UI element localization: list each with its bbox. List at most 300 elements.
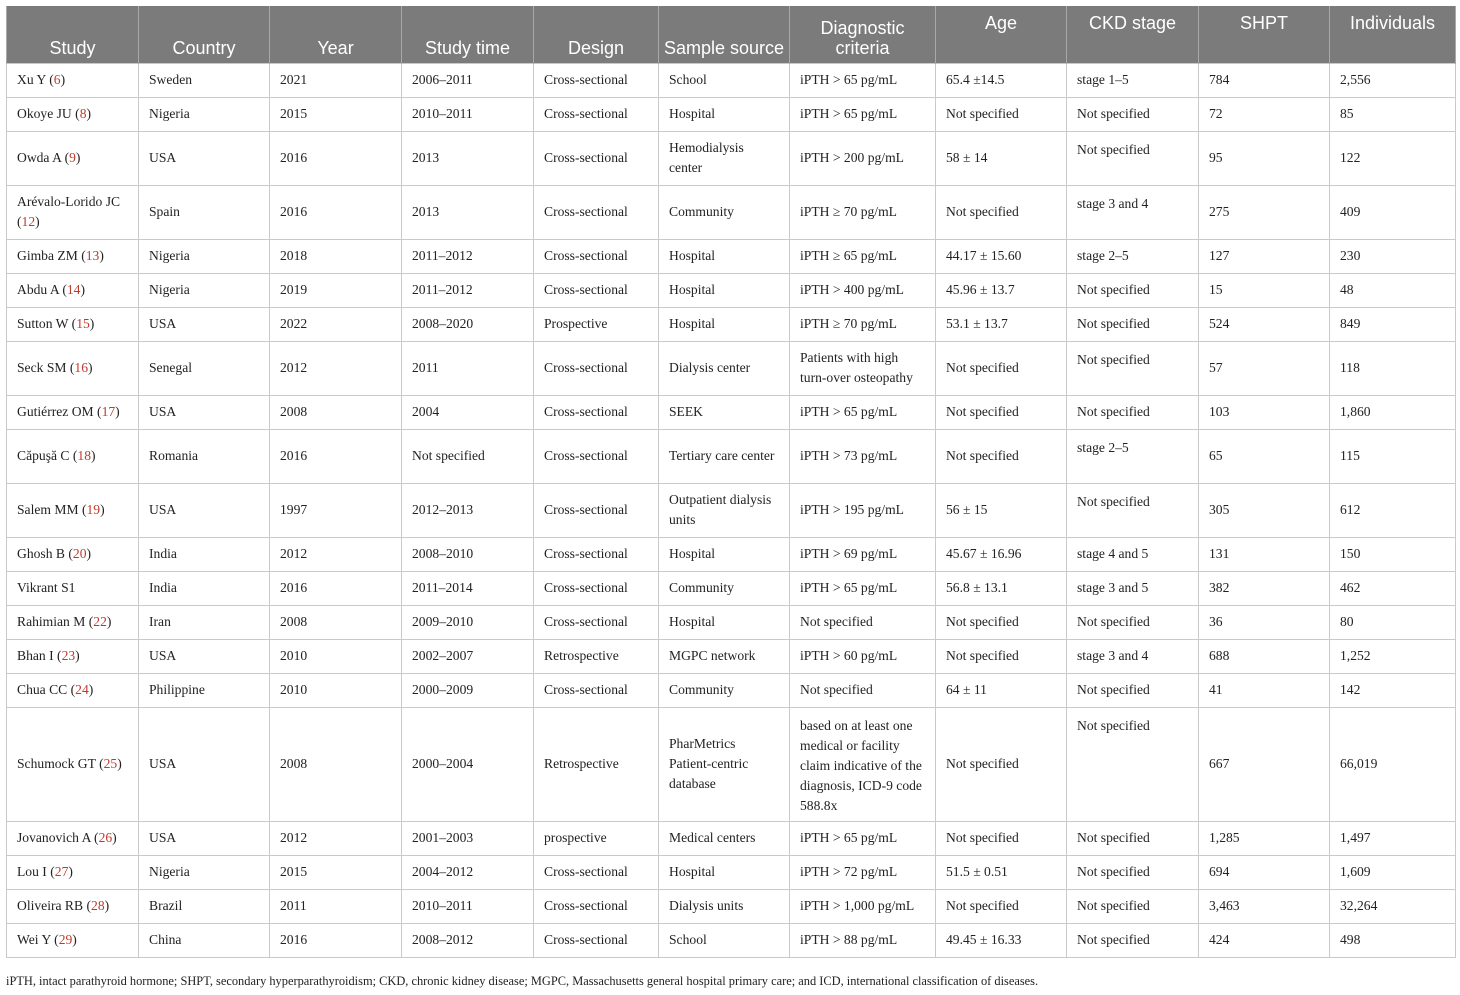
reference-link[interactable]: 19 bbox=[86, 502, 101, 517]
study-cell bbox=[7, 571, 139, 605]
reference-link[interactable]: 16 bbox=[74, 360, 89, 375]
sample-source-cell: PharMetrics Patient-centric database bbox=[659, 707, 790, 821]
ckd-stage-cell: stage 2–5 bbox=[1067, 429, 1199, 483]
country-cell: USA bbox=[139, 395, 270, 429]
study-cell: Gimba ZM (13) bbox=[7, 239, 139, 273]
design-cell: Cross-sectional bbox=[534, 537, 659, 571]
design-cell: Cross-sectional bbox=[534, 63, 659, 97]
individuals-cell: 142 bbox=[1330, 673, 1456, 707]
study-cell: Arévalo-Lorido JC (12) bbox=[7, 185, 139, 239]
ckd-stage-cell: Not specified bbox=[1067, 673, 1199, 707]
study-author: Salem MM bbox=[17, 502, 79, 517]
country-cell: Nigeria bbox=[139, 97, 270, 131]
age-cell: 56 ± 15 bbox=[936, 483, 1067, 537]
reference-link[interactable]: 26 bbox=[98, 830, 113, 845]
country-cell: USA bbox=[139, 821, 270, 855]
table-body bbox=[7, 63, 1456, 957]
age-cell: 58 ± 14 bbox=[936, 131, 1067, 185]
age-cell: 44.17 ± 15.60 bbox=[936, 239, 1067, 273]
table-row bbox=[7, 273, 1456, 307]
sample-source-cell: Community bbox=[659, 571, 790, 605]
table-row bbox=[7, 923, 1456, 957]
ckd-stage-cell: stage 3 and 5 bbox=[1067, 571, 1199, 605]
country-cell: India bbox=[139, 571, 270, 605]
study-author: Căpuşă C bbox=[17, 448, 70, 463]
ckd-stage-cell: Not specified bbox=[1067, 707, 1199, 821]
table-row bbox=[7, 889, 1456, 923]
individuals-cell: 66,019 bbox=[1330, 707, 1456, 821]
year-cell: 2010 bbox=[270, 639, 402, 673]
year-cell: 2015 bbox=[270, 97, 402, 131]
study-time-cell: 2009–2010 bbox=[402, 605, 534, 639]
year-cell: 2019 bbox=[270, 273, 402, 307]
table-row bbox=[7, 673, 1456, 707]
diagnostic-criteria-cell: iPTH > 65 pg/mL bbox=[790, 97, 936, 131]
table-row bbox=[7, 307, 1456, 341]
studies-table bbox=[6, 6, 1456, 958]
individuals-cell: 118 bbox=[1330, 341, 1456, 395]
ckd-stage-cell: stage 3 and 4 bbox=[1067, 185, 1199, 239]
header-design: Design bbox=[534, 6, 659, 63]
study-author: Seck SM bbox=[17, 360, 67, 375]
country-cell: USA bbox=[139, 707, 270, 821]
shpt-cell: 65 bbox=[1199, 429, 1330, 483]
sample-source-cell: Dialysis center bbox=[659, 341, 790, 395]
study-cell: Bhan I (23) bbox=[7, 639, 139, 673]
sample-source-cell: Hemodialysis center bbox=[659, 131, 790, 185]
study-time-cell: 2012–2013 bbox=[402, 483, 534, 537]
diagnostic-criteria-cell: based on at least one medical or facility claim indicative of the diagnosis, ICD-9 code 588.8x bbox=[790, 707, 936, 821]
reference-link[interactable]: 18 bbox=[77, 448, 92, 463]
year-cell: 2015 bbox=[270, 855, 402, 889]
header-year: Year bbox=[270, 6, 402, 63]
country-cell: Brazil bbox=[139, 889, 270, 923]
table-row bbox=[7, 185, 1456, 239]
study-time-cell: 2002–2007 bbox=[402, 639, 534, 673]
table-footnote: iPTH, intact parathyroid hormone; SHPT, secondary hyperparathyroidism; CKD, chronic kidney disease; MGPC, Massachusetts general hospital primary care; and ICD, international classification of diseases. bbox=[6, 974, 1039, 988]
table-row bbox=[7, 395, 1456, 429]
study-cell: Abdu A (14) bbox=[7, 273, 139, 307]
table-row bbox=[7, 429, 1456, 483]
sample-source-cell: Community bbox=[659, 185, 790, 239]
table-row bbox=[7, 63, 1456, 97]
table-header-row bbox=[7, 6, 1456, 63]
shpt-cell: 95 bbox=[1199, 131, 1330, 185]
individuals-cell: 409 bbox=[1330, 185, 1456, 239]
studies-table-container bbox=[6, 6, 1455, 958]
study-cell: Schumock GT (25) bbox=[7, 707, 139, 821]
reference-link[interactable]: 6 bbox=[53, 72, 61, 87]
ckd-stage-cell: stage 4 and 5 bbox=[1067, 537, 1199, 571]
sample-source-cell: Hospital bbox=[659, 307, 790, 341]
shpt-cell: 57 bbox=[1199, 341, 1330, 395]
reference-link[interactable]: 15 bbox=[76, 316, 90, 331]
reference-link[interactable]: 22 bbox=[93, 614, 107, 629]
study-time-cell: 2013 bbox=[402, 131, 534, 185]
table-row bbox=[7, 707, 1456, 821]
design-cell: Cross-sectional bbox=[534, 923, 659, 957]
country-cell: USA bbox=[139, 131, 270, 185]
age-cell: Not specified bbox=[936, 395, 1067, 429]
study-time-cell: 2004 bbox=[402, 395, 534, 429]
year-cell: 2021 bbox=[270, 63, 402, 97]
study-cell: Ghosh B (20) bbox=[7, 537, 139, 571]
sample-source-cell: MGPC network bbox=[659, 639, 790, 673]
age-cell: 45.67 ± 16.96 bbox=[936, 537, 1067, 571]
year-cell: 2008 bbox=[270, 605, 402, 639]
reference-link[interactable]: 8 bbox=[79, 106, 87, 121]
diagnostic-criteria-cell: Patients with high turn-over osteopathy bbox=[790, 341, 936, 395]
country-cell: Spain bbox=[139, 185, 270, 239]
diagnostic-criteria-cell: iPTH > 88 pg/mL bbox=[790, 923, 936, 957]
shpt-cell: 15 bbox=[1199, 273, 1330, 307]
sample-source-cell: SEEK bbox=[659, 395, 790, 429]
table-row bbox=[7, 239, 1456, 273]
study-author: Jovanovich A bbox=[17, 830, 91, 845]
shpt-cell: 524 bbox=[1199, 307, 1330, 341]
sample-source-cell: Hospital bbox=[659, 605, 790, 639]
country-cell: Romania bbox=[139, 429, 270, 483]
study-author: Xu Y bbox=[17, 72, 46, 87]
shpt-cell: 131 bbox=[1199, 537, 1330, 571]
reference-link[interactable]: 17 bbox=[101, 404, 116, 419]
country-cell: Nigeria bbox=[139, 273, 270, 307]
study-cell: Seck SM (16) bbox=[7, 341, 139, 395]
sample-source-cell: Tertiary care center bbox=[659, 429, 790, 483]
country-cell: Iran bbox=[139, 605, 270, 639]
country-cell: USA bbox=[139, 307, 270, 341]
sample-source-cell: Hospital bbox=[659, 239, 790, 273]
year-cell: 2012 bbox=[270, 821, 402, 855]
individuals-cell: 498 bbox=[1330, 923, 1456, 957]
country-cell: Sweden bbox=[139, 63, 270, 97]
individuals-cell: 48 bbox=[1330, 273, 1456, 307]
shpt-cell: 667 bbox=[1199, 707, 1330, 821]
year-cell: 2016 bbox=[270, 923, 402, 957]
table-row bbox=[7, 97, 1456, 131]
study-author: Chua CC bbox=[17, 682, 68, 697]
shpt-cell: 72 bbox=[1199, 97, 1330, 131]
study-cell: Salem MM (19) bbox=[7, 483, 139, 537]
country-cell: China bbox=[139, 923, 270, 957]
diagnostic-criteria-cell: iPTH ≥ 70 pg/mL bbox=[790, 307, 936, 341]
study-author: Schumock GT bbox=[17, 756, 96, 771]
country-cell: Philippine bbox=[139, 673, 270, 707]
shpt-cell: 103 bbox=[1199, 395, 1330, 429]
sample-source-cell: Medical centers bbox=[659, 821, 790, 855]
header-individuals: Individuals bbox=[1330, 6, 1456, 63]
design-cell: Cross-sectional bbox=[534, 429, 659, 483]
design-cell: Cross-sectional bbox=[534, 889, 659, 923]
shpt-cell: 1,285 bbox=[1199, 821, 1330, 855]
diagnostic-criteria-cell: iPTH > 73 pg/mL bbox=[790, 429, 936, 483]
header-shpt: SHPT bbox=[1199, 6, 1330, 63]
reference-link[interactable]: 24 bbox=[75, 682, 89, 697]
study-author: Okoye JU bbox=[17, 106, 72, 121]
study-author: Bhan I bbox=[17, 648, 54, 663]
study-author: Vikrant S1 bbox=[17, 580, 76, 595]
design-cell: Retrospective bbox=[534, 707, 659, 821]
design-cell: Cross-sectional bbox=[534, 605, 659, 639]
table-row bbox=[7, 537, 1456, 571]
diagnostic-criteria-cell: iPTH > 1,000 pg/mL bbox=[790, 889, 936, 923]
diagnostic-criteria-cell: iPTH > 60 pg/mL bbox=[790, 639, 936, 673]
ckd-stage-cell: Not specified bbox=[1067, 97, 1199, 131]
individuals-cell: 849 bbox=[1330, 307, 1456, 341]
country-cell: Nigeria bbox=[139, 239, 270, 273]
year-cell: 2016 bbox=[270, 131, 402, 185]
sample-source-cell: Outpatient dialysis units bbox=[659, 483, 790, 537]
age-cell: 49.45 ± 16.33 bbox=[936, 923, 1067, 957]
table-row bbox=[7, 605, 1456, 639]
year-cell: 2008 bbox=[270, 395, 402, 429]
ckd-stage-cell: Not specified bbox=[1067, 341, 1199, 395]
reference-link[interactable]: 14 bbox=[66, 282, 81, 297]
design-cell: Cross-sectional bbox=[534, 855, 659, 889]
study-time-cell: 2011 bbox=[402, 341, 534, 395]
ckd-stage-cell: Not specified bbox=[1067, 605, 1199, 639]
sample-source-cell: School bbox=[659, 63, 790, 97]
sample-source-cell: Hospital bbox=[659, 537, 790, 571]
study-time-cell: Not specified bbox=[402, 429, 534, 483]
age-cell: Not specified bbox=[936, 889, 1067, 923]
ckd-stage-cell: Not specified bbox=[1067, 923, 1199, 957]
study-cell: Jovanovich A (26) bbox=[7, 821, 139, 855]
table-row bbox=[7, 131, 1456, 185]
study-time-cell: 2010–2011 bbox=[402, 889, 534, 923]
study-author: Arévalo-Lorido JC bbox=[17, 194, 121, 209]
design-cell: Cross-sectional bbox=[534, 395, 659, 429]
ckd-stage-cell: Not specified bbox=[1067, 131, 1199, 185]
study-time-cell: 2011–2012 bbox=[402, 273, 534, 307]
year-cell: 2012 bbox=[270, 537, 402, 571]
age-cell: Not specified bbox=[936, 707, 1067, 821]
individuals-cell: 1,252 bbox=[1330, 639, 1456, 673]
study-cell: Căpuşă C (18) bbox=[7, 429, 139, 483]
header-study-time: Study time bbox=[402, 6, 534, 63]
table-row bbox=[7, 821, 1456, 855]
sample-source-cell: Hospital bbox=[659, 273, 790, 307]
study-time-cell: 2008–2012 bbox=[402, 923, 534, 957]
individuals-cell: 2,556 bbox=[1330, 63, 1456, 97]
study-cell: Oliveira RB (28) bbox=[7, 889, 139, 923]
study-cell: Sutton W (15) bbox=[7, 307, 139, 341]
study-cell: Lou I (27) bbox=[7, 855, 139, 889]
study-author: Gimba ZM bbox=[17, 248, 78, 263]
ckd-stage-cell: Not specified bbox=[1067, 855, 1199, 889]
diagnostic-criteria-cell: iPTH > 69 pg/mL bbox=[790, 537, 936, 571]
study-time-cell: 2008–2010 bbox=[402, 537, 534, 571]
study-cell: Xu Y (6) bbox=[7, 63, 139, 97]
study-time-cell: 2001–2003 bbox=[402, 821, 534, 855]
table-row bbox=[7, 483, 1456, 537]
reference-link[interactable]: 29 bbox=[58, 932, 73, 947]
reference-link[interactable]: 9 bbox=[69, 150, 76, 165]
study-author: Oliveira RB bbox=[17, 898, 84, 913]
study-cell: Owda A (9) bbox=[7, 131, 139, 185]
year-cell: 2008 bbox=[270, 707, 402, 821]
study-time-cell: 2011–2012 bbox=[402, 239, 534, 273]
diagnostic-criteria-cell: iPTH ≥ 70 pg/mL bbox=[790, 185, 936, 239]
individuals-cell: 1,609 bbox=[1330, 855, 1456, 889]
year-cell: 2016 bbox=[270, 185, 402, 239]
diagnostic-criteria-cell: iPTH > 200 pg/mL bbox=[790, 131, 936, 185]
header-sample-source: Sample source bbox=[659, 6, 790, 63]
shpt-cell: 424 bbox=[1199, 923, 1330, 957]
individuals-cell: 150 bbox=[1330, 537, 1456, 571]
year-cell: 2012 bbox=[270, 341, 402, 395]
header-diagnostic-criteria: Diagnostic criteria bbox=[790, 6, 936, 63]
country-cell: USA bbox=[139, 639, 270, 673]
reference-link[interactable]: 27 bbox=[54, 864, 69, 879]
age-cell: Not specified bbox=[936, 821, 1067, 855]
shpt-cell: 382 bbox=[1199, 571, 1330, 605]
individuals-cell: 462 bbox=[1330, 571, 1456, 605]
diagnostic-criteria-cell: iPTH > 195 pg/mL bbox=[790, 483, 936, 537]
design-cell: Cross-sectional bbox=[534, 483, 659, 537]
individuals-cell: 80 bbox=[1330, 605, 1456, 639]
study-time-cell: 2008–2020 bbox=[402, 307, 534, 341]
shpt-cell: 127 bbox=[1199, 239, 1330, 273]
ckd-stage-cell: Not specified bbox=[1067, 483, 1199, 537]
individuals-cell: 1,497 bbox=[1330, 821, 1456, 855]
sample-source-cell: Hospital bbox=[659, 97, 790, 131]
shpt-cell: 41 bbox=[1199, 673, 1330, 707]
age-cell: 45.96 ± 13.7 bbox=[936, 273, 1067, 307]
study-cell: Okoye JU (8) bbox=[7, 97, 139, 131]
design-cell: Cross-sectional bbox=[534, 185, 659, 239]
age-cell: Not specified bbox=[936, 429, 1067, 483]
age-cell: 56.8 ± 13.1 bbox=[936, 571, 1067, 605]
study-cell: Rahimian M (22) bbox=[7, 605, 139, 639]
reference-link[interactable]: 25 bbox=[103, 756, 118, 771]
ckd-stage-cell: stage 2–5 bbox=[1067, 239, 1199, 273]
study-author: Gutiérrez OM bbox=[17, 404, 94, 419]
age-cell: Not specified bbox=[936, 185, 1067, 239]
ckd-stage-cell: Not specified bbox=[1067, 273, 1199, 307]
header-country: Country bbox=[139, 6, 270, 63]
diagnostic-criteria-cell: iPTH > 65 pg/mL bbox=[790, 821, 936, 855]
shpt-cell: 275 bbox=[1199, 185, 1330, 239]
study-author: Ghosh B bbox=[17, 546, 65, 561]
design-cell: Cross-sectional bbox=[534, 341, 659, 395]
diagnostic-criteria-cell: iPTH > 72 pg/mL bbox=[790, 855, 936, 889]
header-ckd-stage: CKD stage bbox=[1067, 6, 1199, 63]
sample-source-cell: Community bbox=[659, 673, 790, 707]
ckd-stage-cell: stage 3 and 4 bbox=[1067, 639, 1199, 673]
study-time-cell: 2000–2009 bbox=[402, 673, 534, 707]
year-cell: 2022 bbox=[270, 307, 402, 341]
design-cell: Cross-sectional bbox=[534, 239, 659, 273]
reference-link[interactable]: 12 bbox=[21, 214, 36, 229]
country-cell: USA bbox=[139, 483, 270, 537]
year-cell: 2011 bbox=[270, 889, 402, 923]
year-cell: 2018 bbox=[270, 239, 402, 273]
header-study: Study bbox=[7, 6, 139, 63]
design-cell: Retrospective bbox=[534, 639, 659, 673]
diagnostic-criteria-cell: Not specified bbox=[790, 673, 936, 707]
sample-source-cell: School bbox=[659, 923, 790, 957]
design-cell: Cross-sectional bbox=[534, 97, 659, 131]
shpt-cell: 36 bbox=[1199, 605, 1330, 639]
reference-link[interactable]: 23 bbox=[61, 648, 76, 663]
reference-link[interactable]: 13 bbox=[85, 248, 100, 263]
shpt-cell: 688 bbox=[1199, 639, 1330, 673]
design-cell: Cross-sectional bbox=[534, 131, 659, 185]
country-cell: Senegal bbox=[139, 341, 270, 395]
study-author: Rahimian M bbox=[17, 614, 86, 629]
design-cell: Cross-sectional bbox=[534, 273, 659, 307]
diagnostic-criteria-cell: iPTH > 65 pg/mL bbox=[790, 395, 936, 429]
study-time-cell: 2000–2004 bbox=[402, 707, 534, 821]
age-cell: Not specified bbox=[936, 341, 1067, 395]
age-cell: 64 ± 11 bbox=[936, 673, 1067, 707]
diagnostic-criteria-cell: Not specified bbox=[790, 605, 936, 639]
age-cell: 53.1 ± 13.7 bbox=[936, 307, 1067, 341]
design-cell: Cross-sectional bbox=[534, 571, 659, 605]
age-cell: Not specified bbox=[936, 605, 1067, 639]
diagnostic-criteria-cell: iPTH ≥ 65 pg/mL bbox=[790, 239, 936, 273]
design-cell: prospective bbox=[534, 821, 659, 855]
table-row bbox=[7, 855, 1456, 889]
study-time-cell: 2004–2012 bbox=[402, 855, 534, 889]
shpt-cell: 3,463 bbox=[1199, 889, 1330, 923]
individuals-cell: 85 bbox=[1330, 97, 1456, 131]
reference-link[interactable]: 20 bbox=[72, 546, 87, 561]
shpt-cell: 694 bbox=[1199, 855, 1330, 889]
sample-source-cell: Dialysis units bbox=[659, 889, 790, 923]
design-cell: Prospective bbox=[534, 307, 659, 341]
year-cell: 2016 bbox=[270, 571, 402, 605]
study-time-cell: 2011–2014 bbox=[402, 571, 534, 605]
study-author: Lou I bbox=[17, 864, 47, 879]
table-row bbox=[7, 639, 1456, 673]
reference-link[interactable]: 28 bbox=[91, 898, 105, 913]
ckd-stage-cell: Not specified bbox=[1067, 395, 1199, 429]
year-cell: 1997 bbox=[270, 483, 402, 537]
header-age: Age bbox=[936, 6, 1067, 63]
study-cell: Wei Y (29) bbox=[7, 923, 139, 957]
study-author: Abdu A bbox=[17, 282, 59, 297]
ckd-stage-cell: Not specified bbox=[1067, 889, 1199, 923]
shpt-cell: 305 bbox=[1199, 483, 1330, 537]
ckd-stage-cell: Not specified bbox=[1067, 821, 1199, 855]
study-author: Sutton W bbox=[17, 316, 69, 331]
diagnostic-criteria-cell: iPTH > 400 pg/mL bbox=[790, 273, 936, 307]
sample-source-cell: Hospital bbox=[659, 855, 790, 889]
age-cell: Not specified bbox=[936, 639, 1067, 673]
diagnostic-criteria-cell: iPTH > 65 pg/mL bbox=[790, 571, 936, 605]
study-author: Owda A bbox=[17, 150, 62, 165]
individuals-cell: 32,264 bbox=[1330, 889, 1456, 923]
diagnostic-criteria-cell: iPTH > 65 pg/mL bbox=[790, 63, 936, 97]
study-time-cell: 2013 bbox=[402, 185, 534, 239]
age-cell: 51.5 ± 0.51 bbox=[936, 855, 1067, 889]
study-cell: Chua CC (24) bbox=[7, 673, 139, 707]
ckd-stage-cell: stage 1–5 bbox=[1067, 63, 1199, 97]
study-author: Wei Y bbox=[17, 932, 51, 947]
study-time-cell: 2006–2011 bbox=[402, 63, 534, 97]
individuals-cell: 1,860 bbox=[1330, 395, 1456, 429]
ckd-stage-cell: Not specified bbox=[1067, 307, 1199, 341]
individuals-cell: 115 bbox=[1330, 429, 1456, 483]
age-cell: Not specified bbox=[936, 97, 1067, 131]
individuals-cell: 230 bbox=[1330, 239, 1456, 273]
age-cell: 65.4 ±14.5 bbox=[936, 63, 1067, 97]
year-cell: 2016 bbox=[270, 429, 402, 483]
year-cell: 2010 bbox=[270, 673, 402, 707]
country-cell: India bbox=[139, 537, 270, 571]
